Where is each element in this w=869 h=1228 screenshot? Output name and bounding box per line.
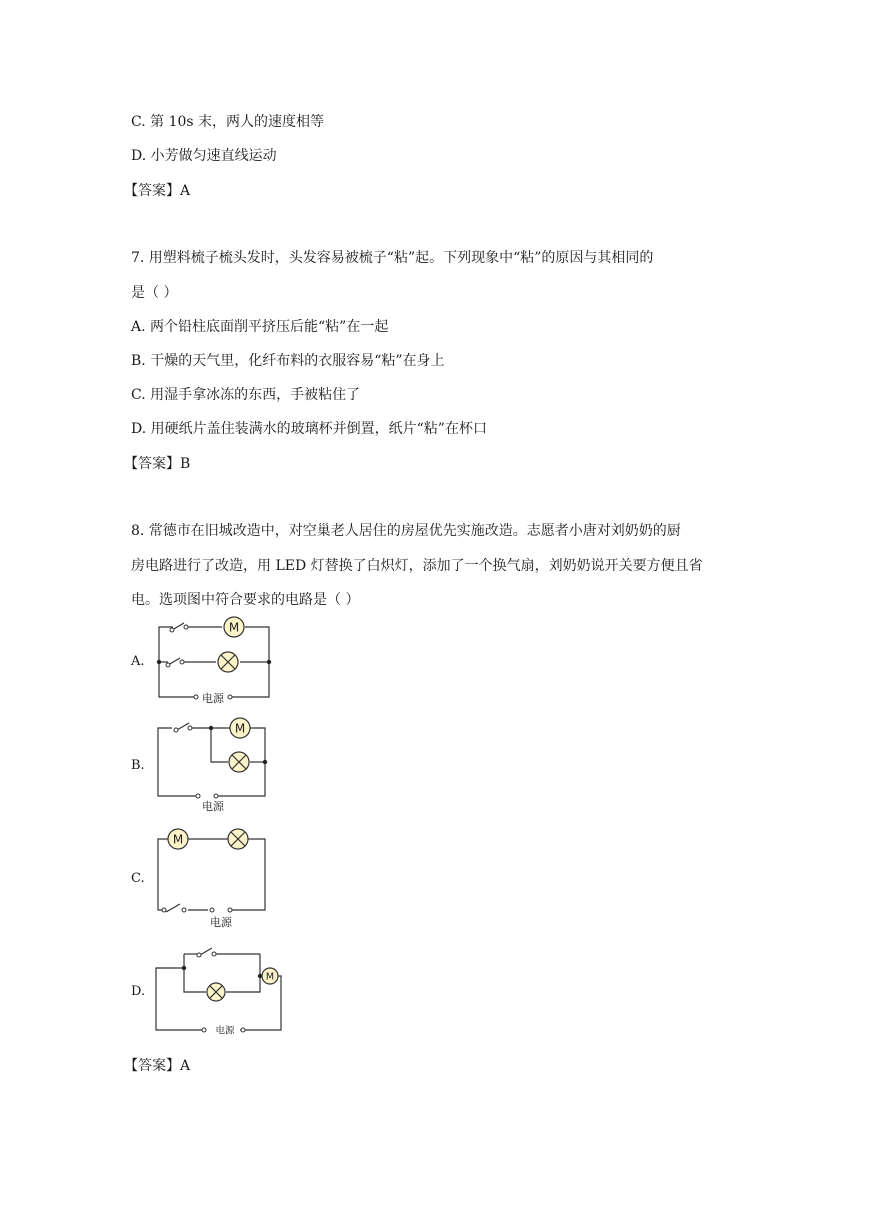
motor-label-d: M [265,971,275,983]
q7-option-b: B. 干燥的天气里，化纤布料的衣服容易“粘”在身上 [131,353,445,369]
motor-label-a: M [228,620,240,635]
circuit-diagram-a [150,616,280,710]
lamp-symbol-d [207,983,225,1001]
power-source-label-b: 电源 [202,800,224,813]
lamp-symbol-c [228,829,248,849]
prev-question-answer: 【答案】A [124,183,191,199]
circuit-diagram-c [150,824,280,932]
motor-label-b: M [234,721,246,736]
q8-option-c-label: C. [131,871,145,886]
q7-option-d: D. 用硬纸片盖住装满水的玻璃杯并倒置，纸片“粘”在杯口 [131,421,487,437]
q8-option-a-label: A. [131,654,145,669]
q7-stem-line1: 7. 用塑料梳子梳头发时，头发容易被梳子“粘”起。下列现象中“粘”的原因与其相同的 [131,250,654,266]
circuit-diagram-d [150,942,290,1038]
q7-option-a: A. 两个铅柱底面削平挤压后能“粘”在一起 [131,319,389,335]
power-source-label-a: 电源 [202,692,224,705]
q8-stem-line1: 8. 常德市在旧城改造中，对空巢老人居住的房屋优先实施改造。志愿者小唐对刘奶奶的厨 [131,523,681,539]
q7-answer: 【答案】B [124,456,191,472]
motor-label-c: M [172,832,184,847]
q8-option-d-label: D. [131,984,146,999]
q8-stem-line3: 电。选项图中符合要求的电路是（ ） [131,592,360,608]
prev-question-option-c: C. 第 10s 末，两人的速度相等 [131,114,325,130]
q8-option-b-label: B. [131,758,145,773]
q8-stem-line2: 房电路进行了改造，用 LED 灯替换了白炽灯，添加了一个换气扇，刘奶奶说开关要方便且省 [131,558,703,574]
q7-stem-line2: 是（ ） [131,285,178,301]
q7-option-c: C. 用湿手拿冰冻的东西，手被粘住了 [131,387,361,403]
power-source-label-c: 电源 [210,916,232,929]
lamp-symbol-a [218,652,238,672]
circuit-diagram-b [150,714,280,814]
power-source-label-d: 电源 [215,1025,235,1037]
lamp-symbol-b [229,752,249,772]
prev-question-option-d: D. 小芳做匀速直线运动 [131,148,277,164]
q8-answer: 【答案】A [124,1058,191,1074]
